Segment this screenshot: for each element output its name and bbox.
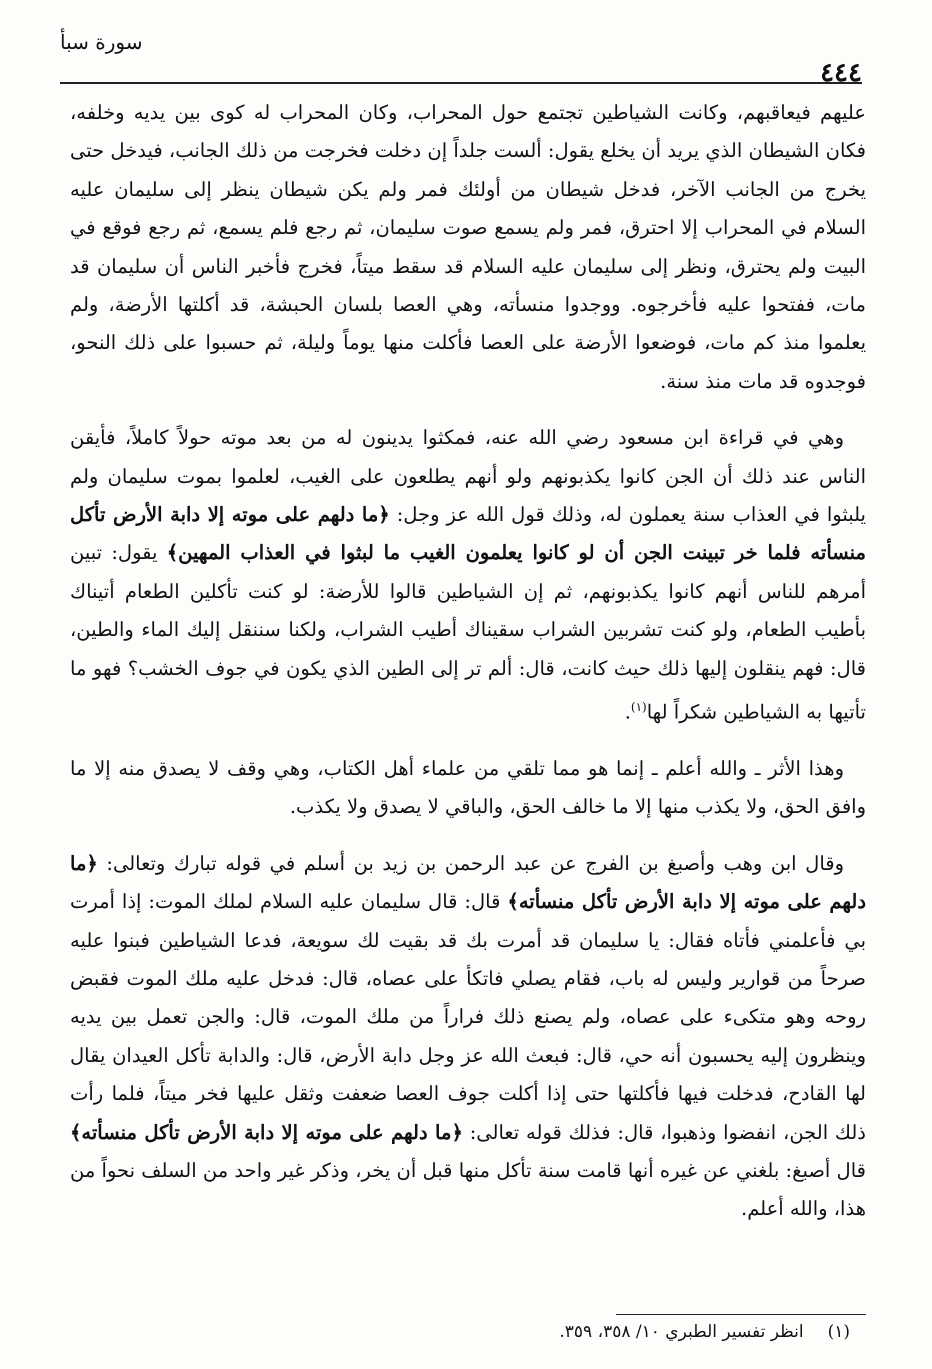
paragraph-3-text: وهذا الأثر ـ والله أعلم ـ إنما هو مما تلقي من علماء أهل الكتاب، وهي وقف لا يصدق منه إلا ما وافق الحق، ولا يكذب منها إلا ما خالف الحق، والباقي لا يصدق ولا يكذب.	[70, 757, 866, 819]
quran-verse: ﴿ما دلهم على موته إلا دابة الأرض تأكل منسأته﴾	[70, 1120, 463, 1144]
paragraph-4-before: وقال ابن وهب وأصبغ بن الفرج عن عبد الرحمن بن زيد بن أسلم في قوله تبارك وتعالى:	[97, 851, 844, 875]
main-text	[70, 94, 866, 1247]
paragraph-2-after: يقول: تبين أمرهم للناس أنهم كانوا يكذبونهم، ثم إن الشياطين قالوا للأرضة: لو كنت تأكلين الطعام أتيناك بأطيب الطعام، ولو كنت تشربين الشراب سقيناك أطيب الشراب، ولكنا سننقل إليك الماء والطين، قال: فهم ينقلون إليها ذلك حيث كانت، قال: ألم تر إلى الطين الذي يكون في جوف الخشب؟ فهو ما تأتيها به الشياطين شكراً لها	[70, 541, 866, 724]
paragraph-4-after: قال: قال سليمان عليه السلام لملك الموت: إذا أمرت بي فأعلمني فأتاه فقال: يا سليمان قد أمرت بك قد بقيت لك سويعة، فدعا الشياطين فبنوا عليه صرحاً من قوارير وليس له باب، فقام يصلي فاتكأ على عصاه، قال: فدخل عليه ملك الموت فقبض روحه وهو متكىء على عصاه، ولم يصنع ذلك فراراً من ملك الموت، قال: والجن تعمل بين يديه وينظرون إليه يحسبون أنه حي، قال: فبعث الله عز وجل دابة الأرض، قال: والدابة تأكل العيدان يقال لها القادح، فدخلت فيها فأكلتها حتى إذا أكلت جوف العصا ضعفت وثقل عليها فخر ميتاً، فلما رأت ذلك الجن، انفضوا وذهبوا، قال: فذلك قوله تعالى:	[70, 890, 866, 1144]
paragraph-1	[70, 94, 866, 401]
surah-title: سورة سبأ	[60, 30, 143, 54]
header-rule	[60, 82, 862, 84]
footnote-text: انظر تفسير الطبري ١٠/ ٣٥٨، ٣٥٩.	[559, 1322, 804, 1342]
paragraph-3	[70, 750, 866, 827]
footnote-reference[interactable]: (١)	[630, 700, 647, 715]
quran-verse: ﴿ما دلهم على موته إلا دابة الأرض تأكل منسأته فلما خر تبينت الجن أن لو كانوا يعلمون الغيب ما لبثوا في العذاب المهين﴾	[70, 503, 866, 565]
quran-verse: ﴿ما دلهم على موته إلا دابة الأرض تأكل منسأته﴾	[70, 851, 866, 914]
paragraph-1-text: عليهم فيعاقبهم، وكانت الشياطين تجتمع حول المحراب، وكان المحراب له كوى بين يديه وخلفه، فكان الشيطان الذي يريد أن يخلع يقول: ألست جلداً إن دخلت فخرجت من ذلك الجانب، فيدخل حتى يخرج من الجانب الآخر، فدخل شيطان من أولئك فمر ولم يكن شيطان ينظر إلى سليمان عليه السلام في المحراب إلا احترق، فمر ولم يسمع صوت سليمان، ثم رجع فلم يسمع، ثم رجع فوقع في البيت ولم يحترق، ونظر إلى سليمان عليه السلام قد سقط ميتاً، فخرج فأخبر الناس أن سليمان قد مات، ففتحوا عليه فأخرجوه. ووجدوا منسأته، وهي العصا بلسان الحبشة، قد أكلتها الأرضة، ولم يعلموا منذ كم مات، فوضعوا الأرضة على العصا فأكلت منها يوماً وليلة، ثم حسبوا على ذلك النحو، فوجدوه قد مات منذ سنة.	[70, 101, 866, 393]
footnote	[559, 1322, 850, 1342]
page-header	[60, 30, 862, 70]
footnote-rule	[616, 1314, 866, 1315]
page-number: ٤٤٤	[820, 58, 862, 88]
paragraph-4	[70, 845, 866, 1229]
paragraph-2-before: وهي في قراءة ابن مسعود رضي الله عنه، فمكثوا يدينون له من بعد موته حولاً كاملاً، فأيقن الناس عند ذلك أن الجن كانوا يكذبونهم ولو أنهم يطلعون على الغيب، لعلموا بموت سليمان ولم يلبثوا في العذاب سنة يعملون له، وذلك قول الله عز وجل:	[70, 426, 866, 527]
paragraph-2: وهي في قراءة ابن مسعود رضي الله عنه، فمكثوا يدينون له من بعد موته حولاً كاملاً، فأيقن الناس عند ذلك أن الجن كانوا يكذبونهم ولو أنهم يطلعون على الغيب، لعلموا بموت سليمان ولم يلبثوا في العذاب سنة يعملون له، وذلك قول الله عز وجل: ﴿ما دلهم على موته إلا دابة الأرض تأكل منسأته فلما خر تبينت الجن أن لو كانوا يعلمون الغيب ما لبثوا في العذاب المهين﴾ يقول: تبين أمرهم للناس أنهم كانوا يكذبونهم، ثم إن الشياطين قالوا للأرضة: لو كنت تأكلين الطعام أتيناك بأطيب الطعام، ولو كنت تشربين الشراب سقيناك أطيب الشراب، ولكنا سننقل إليك الماء والطين، قال: فهم ينقلون إليها ذلك حيث كانت، قال: ألم تر إلى الطين الذي يكون في جوف الخشب؟ فهو ما تأتيها به الشياطين شكراً لها$^{(١)}$.	[70, 426, 866, 724]
paragraph-4-after2: قال أصبغ: بلغني عن غيره أنها قامت سنة تأكل منها قبل أن يخر، وذكر غير واحد من السلف نحواً من هذا، والله أعلم.	[70, 1159, 866, 1221]
footnote-marker: (١)	[827, 1322, 850, 1342]
